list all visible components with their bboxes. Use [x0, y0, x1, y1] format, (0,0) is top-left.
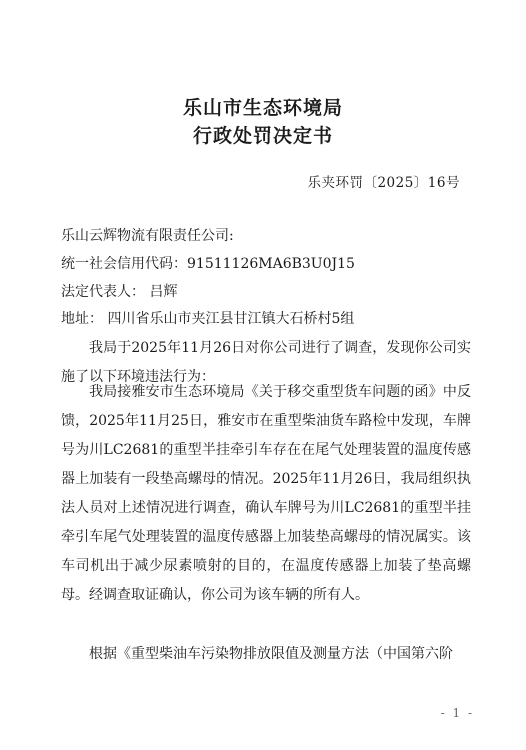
credit-code: 统一社会信用代码：91511126MA6B3U0J15 — [61, 256, 355, 272]
legal-representative: 法定代表人： 吕辉 — [61, 284, 178, 300]
document-title-line2: 行政处罚决定书 — [192, 125, 333, 147]
body-paragraph-3: 根据《重型柴油车污染物排放限值及测量方法（中国第六阶 — [89, 646, 453, 662]
document-title-line1: 乐山市生态环境局 — [182, 97, 343, 119]
body-paragraph-2: 我局接雅安市生态环境局《关于移交重型货车问题的函》中反馈，2025年11月25日，雅安市在重型柴油货车路检中发现，车牌号为川LC2681的重型半挂牵引车存在在尾气处理装置的温度传感器上加装有一段垫高螺母的情况。2025年11月26日，我局组织执法人员对上述情况进行调查，确认车牌号为川LC2681的重型半挂牵引车尾气处理装置的温度传感器上加装垫高螺母的情况属实。该车司机出于减少尿素喷射的目的，在温度传感器上加装了垫高螺母。经调查取证确认，你公司为该车辆的所有人。 — [61, 384, 471, 603]
document-number: 乐夹环罚〔2025〕16号 — [307, 175, 460, 191]
body-paragraph-1: 我局于2025年11月26日对你公司进行了调查，发现你公司实施了以下环境违法行为： — [61, 340, 471, 385]
page-number: - 1 - — [440, 706, 474, 720]
party-address: 地址： 四川省乐山市夹江县甘江镇大石桥村5组 — [61, 311, 355, 327]
party-name: 乐山云辉物流有限责任公司: — [61, 228, 234, 244]
